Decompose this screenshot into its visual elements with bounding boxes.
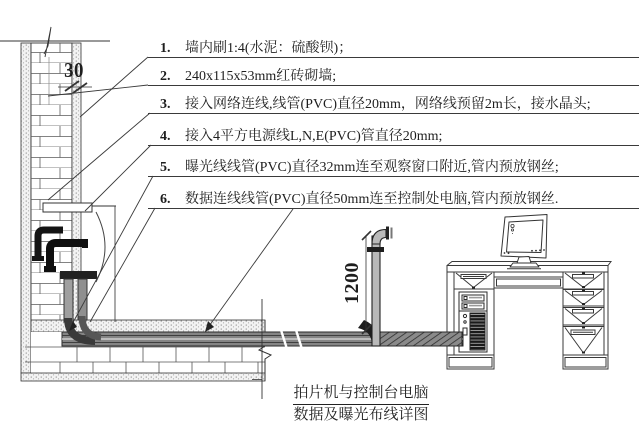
floor-bottom-layer — [21, 373, 265, 381]
drawer-3 — [563, 308, 604, 326]
note-2-text: 240x115x53mm红砖砌墙; — [185, 69, 337, 84]
desk-right-drawers — [563, 272, 604, 355]
leader-note-5 — [70, 176, 153, 328]
riser-clamp — [367, 247, 384, 252]
note-1 — [148, 38, 639, 58]
note-1-number: 1. — [160, 41, 171, 56]
monitor-neck — [517, 257, 531, 264]
leader-note-4 — [85, 145, 151, 211]
crt-monitor — [501, 215, 547, 269]
desk-bases — [447, 355, 608, 369]
note-6 — [148, 189, 639, 209]
desk-pencil-drawer — [494, 277, 563, 288]
dimension-plaster-30: 30 — [64, 58, 84, 82]
note-2 — [148, 66, 639, 86]
note-5 — [148, 157, 639, 177]
riser-end-cap — [386, 227, 389, 240]
plaster-outer-layer — [21, 43, 31, 373]
note-6-text: 数据连线线管(PVC)直径50mm连至控制处电脑,管内预放钢丝. — [185, 192, 559, 207]
embedded-outlet-box — [43, 203, 92, 212]
drawer-2 — [563, 290, 604, 307]
floor-slab — [21, 320, 271, 381]
control-desk — [447, 262, 611, 370]
dimension-riser-1200: 1200 — [340, 262, 363, 304]
leader-note-6a — [90, 208, 155, 322]
note-4 — [148, 126, 639, 146]
note-2-number: 2. — [160, 69, 171, 84]
riser-top-elbow — [372, 230, 386, 245]
drawer-4 — [563, 327, 604, 356]
drawing-title-line2: 数据及曝光布线详图 — [293, 407, 429, 423]
note-5-number: 5. — [160, 160, 171, 175]
note-6-number: 6. — [160, 192, 171, 207]
leader-note-6b — [207, 209, 293, 329]
drawer-1 — [563, 272, 604, 289]
riser-body — [372, 236, 380, 346]
note-4-number: 4. — [160, 129, 171, 144]
note-3 — [148, 94, 639, 114]
desk-right-side-panel — [604, 272, 608, 355]
note-3-number: 3. — [160, 97, 171, 112]
pc-vent-grille — [470, 313, 485, 350]
note-3-text: 接入网络连线,线管(PVC)直径20mm，网络线预留2m长，接水晶头; — [185, 97, 591, 112]
floor-conduit — [62, 330, 463, 349]
note-5-text: 曝光线线管(PVC)直径32mm连至观察窗口附近,管内预放钢丝; — [185, 160, 559, 175]
pipe-collar — [60, 271, 97, 279]
note-1-text: 墙内刷1:4(水泥：硫酸钡)； — [185, 41, 353, 56]
desk-conduit-hatched — [380, 332, 462, 346]
drawing-title-line1: 拍片机与控制台电脑 — [293, 381, 429, 405]
monitor-base — [510, 263, 539, 267]
note-4-text: 接入4平方电源线L,N,E(PVC)管直径20mm; — [185, 129, 443, 144]
desk-left-drawer — [454, 272, 494, 289]
